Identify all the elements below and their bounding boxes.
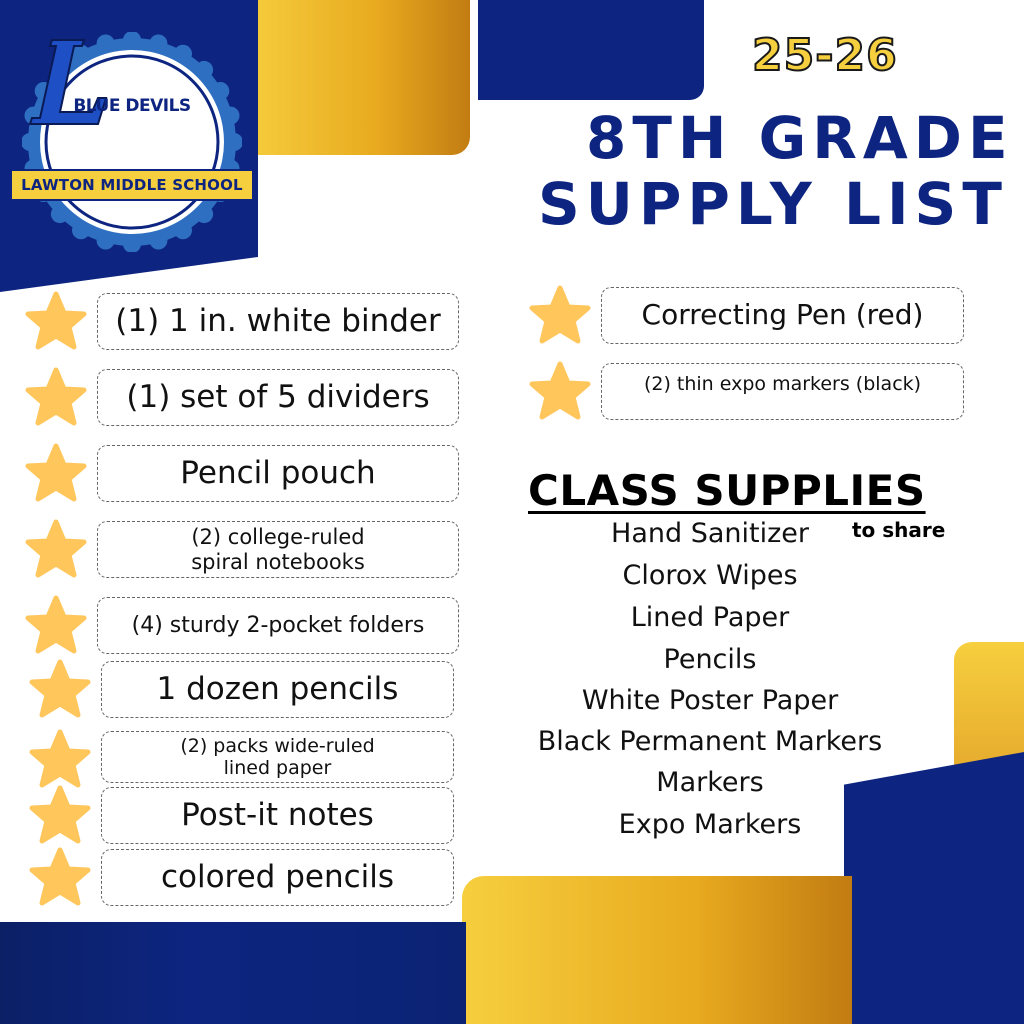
list-item: Pencil pouch (97, 445, 459, 502)
title-line-1: 8TH GRADE (586, 104, 1014, 172)
star-icon (28, 846, 92, 910)
list-item: colored pencils (101, 849, 454, 906)
list-item: (1) 1 in. white binder (97, 293, 459, 350)
list-item: (2) packs wide-ruled lined paper (101, 731, 454, 783)
top-navy-block (478, 0, 704, 100)
class-supply-item: Hand Sanitizer (611, 518, 809, 549)
star-icon (28, 728, 92, 792)
class-supplies-heading: CLASS SUPPLIES (528, 466, 926, 515)
class-supplies-subheading: to share (852, 518, 946, 542)
star-icon (24, 366, 88, 430)
class-supply-item: White Poster Paper (581, 685, 839, 716)
list-item: (2) thin expo markers (black) (601, 363, 964, 420)
list-item: (4) sturdy 2-pocket folders (97, 597, 459, 654)
list-item: (2) college-ruled spiral notebooks (97, 521, 459, 578)
title-line-2: SUPPLY LIST (538, 170, 1008, 238)
star-icon (24, 442, 88, 506)
list-item: Correcting Pen (red) (601, 287, 964, 344)
star-icon (528, 360, 592, 424)
class-supply-item: Markers (656, 767, 764, 798)
class-supply-item: Black Permanent Markers (537, 726, 883, 757)
list-item: 1 dozen pencils (101, 661, 454, 718)
star-icon (24, 594, 88, 658)
class-supply-item: Expo Markers (618, 809, 802, 840)
class-supply-item: Pencils (663, 644, 757, 675)
star-icon (24, 518, 88, 582)
list-item: (1) set of 5 dividers (97, 369, 459, 426)
bottom-gold-block (462, 876, 852, 1024)
class-supply-item: Lined Paper (630, 602, 790, 633)
logo-top-text: BLUE DEVILS (73, 96, 191, 116)
logo-banner (12, 169, 252, 201)
list-item: Post-it notes (101, 787, 454, 844)
bottom-navy-band (0, 922, 466, 1024)
school-logo (22, 32, 242, 252)
logo-banner-text: LAWTON MIDDLE SCHOOL (21, 176, 243, 194)
school-year: 25-26 (752, 30, 898, 81)
star-icon (528, 284, 592, 348)
class-supply-item: Clorox Wipes (622, 560, 798, 591)
letter-l-icon (22, 32, 112, 132)
star-icon (28, 784, 92, 848)
star-icon (24, 290, 88, 354)
star-icon (28, 658, 92, 722)
top-gold-block (240, 0, 470, 155)
